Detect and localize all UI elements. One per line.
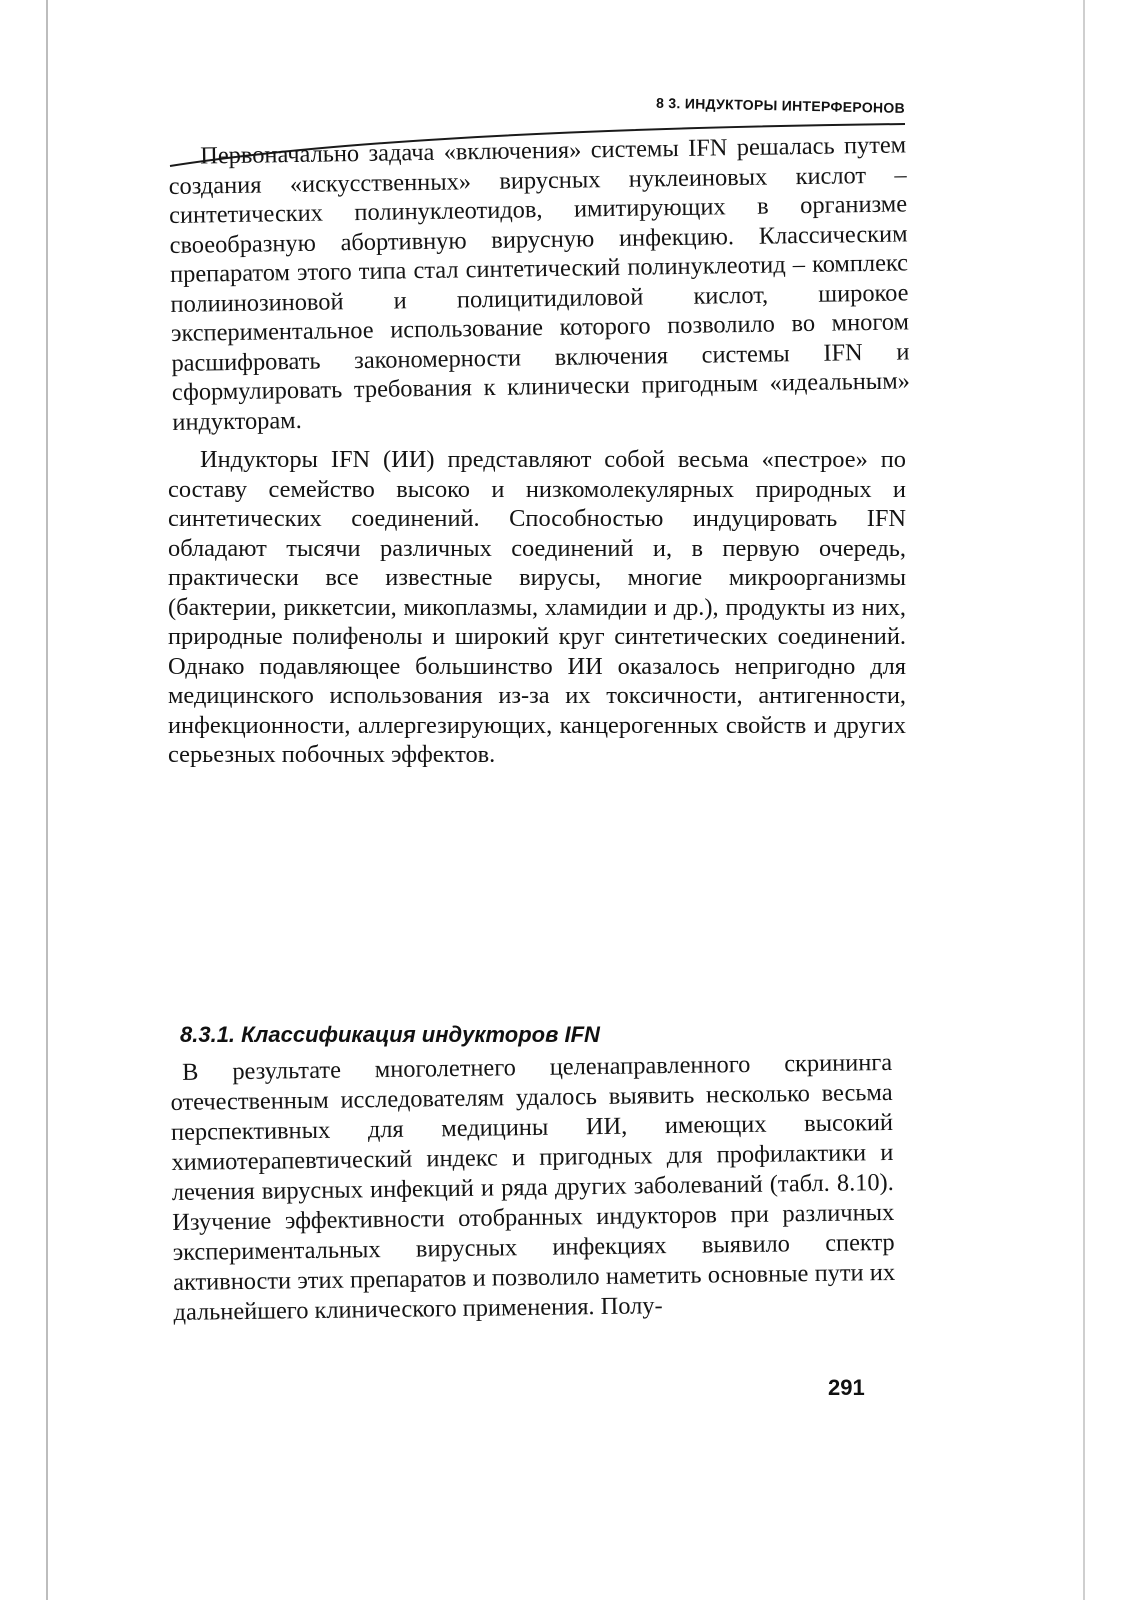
paragraph-1: Первоначально задача «включения» системы IFN решалась путем создания «искусственных» вирусных нуклеиновых кислот – синтетических полинуклеотидов, имитирующих в организме своеобразную абортивную вирусную инфекцию. Классическим препаратом этого типа стал синтетический полинуклеотид – комплекс полиинозиновой и полицитидиловой кислот, широкое экспериментальное использование которого позволило во многом расшифровать закономерности включения системы IFN и сформулировать требования к клинически пригодным «идеальным» индукторам. [168,131,911,436]
paragraph-3: В результате многолетнего целенаправленного скрининга отечественным исследователям удалось выявить несколько весьма перспективных для медицины ИИ, имеющих высокий химиотерапевтический индекс и пригодных для профилактики и лечения вирусных инфекций и ряда других заболеваний (табл. 8.10). Изучение эффективности отобранных индукторов при различных экспериментальных вирусных инфекциях выявило спектр активности этих препаратов и позволило наметить основные пути их дальнейшего клинического применения. Полу- [170,1048,896,1326]
main-text [168,131,911,770]
running-head: 8 3. ИНДУКТОРЫ ИНТЕРФЕРОНОВ [655,94,906,116]
subsection-title: 8.3.1. Классификация индукторов IFN [180,1022,600,1047]
subsection-text [170,1048,896,1328]
page-right-edge [1083,0,1085,1600]
page-number: 291 [828,1375,865,1400]
page-left-edge [46,0,48,1600]
paragraph-2: Индукторы IFN (ИИ) представляют собой весьма «пестрое» по составу семейство высоко и низкомолекулярных природных и синтетических соединений. Способностью индуцировать IFN обладают тысячи различных соединений и, в первую очередь, практически все известные вирусы, многие микроорганизмы (бактерии, риккетсии, микоплазмы, хламидии и др.), продукты из них, природные полифенолы и широкий круг синтетических соединений. Однако подавляющее большинство ИИ оказалось непригодно для медицинского использования из-за их токсичности, антигенности, инфекционности, аллергезирующих, канцерогенных свойств и других серьезных побочных эффектов. [168,446,906,768]
